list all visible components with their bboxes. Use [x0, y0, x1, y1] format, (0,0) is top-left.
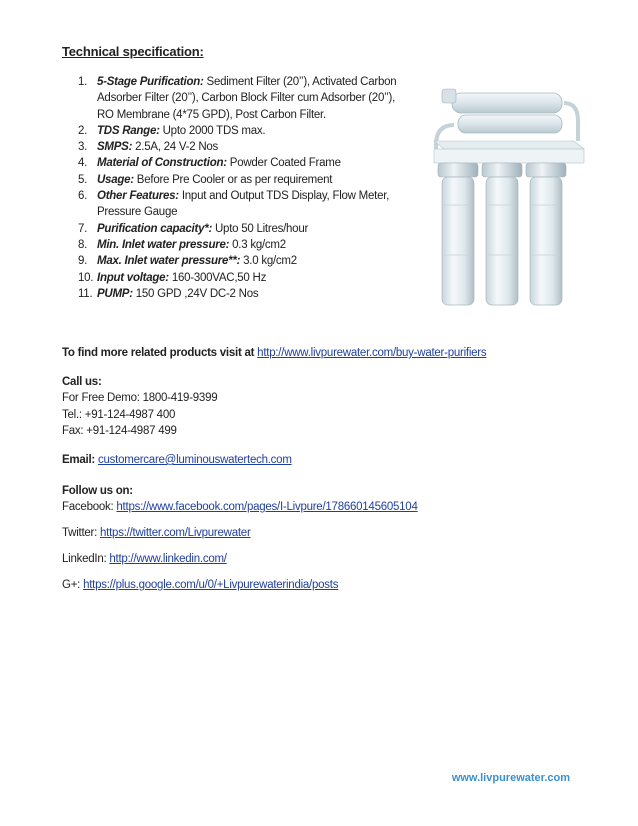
spec-item [78, 237, 408, 253]
spec-label: Other Features: [97, 190, 179, 203]
tel-phone: Tel.: +91-124-4987 400 [62, 408, 176, 421]
twitter-label: Twitter: [62, 527, 98, 539]
spec-number: 2. [78, 124, 88, 137]
follow-us-heading: Follow us on: [62, 485, 133, 497]
spec-label: Material of Construction: [97, 157, 227, 170]
spec-text: 3.0 kg/cm2 [240, 255, 297, 268]
linkedin-line [62, 551, 227, 567]
spec-label: Min. Inlet water pressure: [97, 238, 230, 251]
spec-item [78, 123, 408, 139]
spec-text: Upto 50 Litres/hour [212, 222, 309, 235]
spec-item [78, 139, 408, 155]
spec-text: 160-300VAC,50 Hz [168, 271, 267, 284]
spec-label: Max. Inlet water pressure**: [97, 255, 241, 268]
more-products-link[interactable]: http://www.livpurewater.com/buy-water-purifiers [257, 347, 487, 359]
spec-label: SMPS: [97, 141, 133, 154]
email-link[interactable]: customercare@luminouswatertech.com [98, 454, 292, 466]
facebook-label: Facebook: [62, 501, 114, 513]
spec-text: Before Pre Cooler or as per requirement [133, 173, 333, 186]
spec-number: 7. [78, 222, 88, 235]
spec-text: 150 GPD ,24V DC-2 Nos [132, 287, 259, 300]
spec-text: Powder Coated Frame [226, 157, 341, 170]
spec-number: 3. [78, 141, 88, 154]
spec-item [78, 172, 408, 188]
spec-label: Purification capacity*: [97, 222, 213, 235]
spec-item [78, 155, 408, 171]
spec-text: Input and Output TDS Display, Flow Meter, Pressure Gauge [97, 190, 390, 219]
spec-item [78, 74, 408, 123]
spec-number: 4. [78, 157, 88, 170]
spec-text: Upto 2000 TDS max. [159, 124, 266, 137]
twitter-link[interactable]: https://twitter.com/Livpurewater [100, 527, 251, 539]
spec-number: 11. [78, 287, 93, 300]
spec-label: Input voltage: [97, 271, 169, 284]
more-products-label: To find more related products visit at [62, 347, 255, 359]
email-line [62, 452, 292, 468]
ro-purifier-product-image [414, 85, 589, 317]
more-products-line [62, 345, 486, 361]
spec-item [78, 253, 408, 269]
facebook-link[interactable]: https://www.facebook.com/pages/I-Livpure/178660145605104 [116, 501, 418, 513]
linkedin-label: LinkedIn: [62, 553, 107, 565]
spec-label: TDS Range: [97, 124, 160, 137]
spec-label: Usage: [97, 173, 134, 186]
gplus-label: G+: [62, 579, 81, 591]
spec-number: 5. [78, 173, 88, 186]
spec-number: 6. [78, 190, 88, 203]
spec-item [78, 221, 408, 237]
spec-text: 0.3 kg/cm2 [229, 238, 286, 251]
facebook-line [62, 499, 418, 515]
spec-number: 10. [78, 271, 94, 284]
gplus-line [62, 577, 338, 593]
spec-text: Sediment Filter (20’’), Activated Carbon Adsorber Filter (20’’), Carbon Block Filter cum Adsorber (20’’), RO Membrane (4*75 GPD), Post Carbon Filter. [97, 76, 397, 121]
spec-text: 2.5A, 24 V-2 Nos [132, 141, 219, 154]
spec-item [78, 270, 408, 286]
spec-label: 5-Stage Purification: [97, 76, 204, 88]
section-heading: Technical specification: [62, 44, 204, 59]
spec-number: 8. [78, 238, 88, 251]
footer-website-url[interactable]: www.livpurewater.com [451, 772, 570, 784]
spec-number: 1. [78, 76, 88, 88]
email-label: Email: [62, 454, 96, 466]
spec-item [78, 286, 408, 302]
call-us-block [62, 374, 217, 439]
spec-label: PUMP: [97, 287, 133, 300]
spec-item [78, 188, 408, 221]
gplus-link[interactable]: https://plus.google.com/u/0/+Livpurewaterindia/posts [83, 579, 339, 591]
linkedin-link[interactable]: http://www.linkedin.com/ [109, 553, 227, 565]
free-demo-phone: For Free Demo: 1800-419-9399 [62, 392, 218, 405]
spec-list [78, 74, 408, 302]
twitter-line [62, 525, 251, 541]
fax-number: Fax: +91-124-4987 499 [62, 424, 177, 437]
spec-number: 9. [78, 255, 88, 268]
call-us-heading: Call us: [62, 376, 102, 388]
